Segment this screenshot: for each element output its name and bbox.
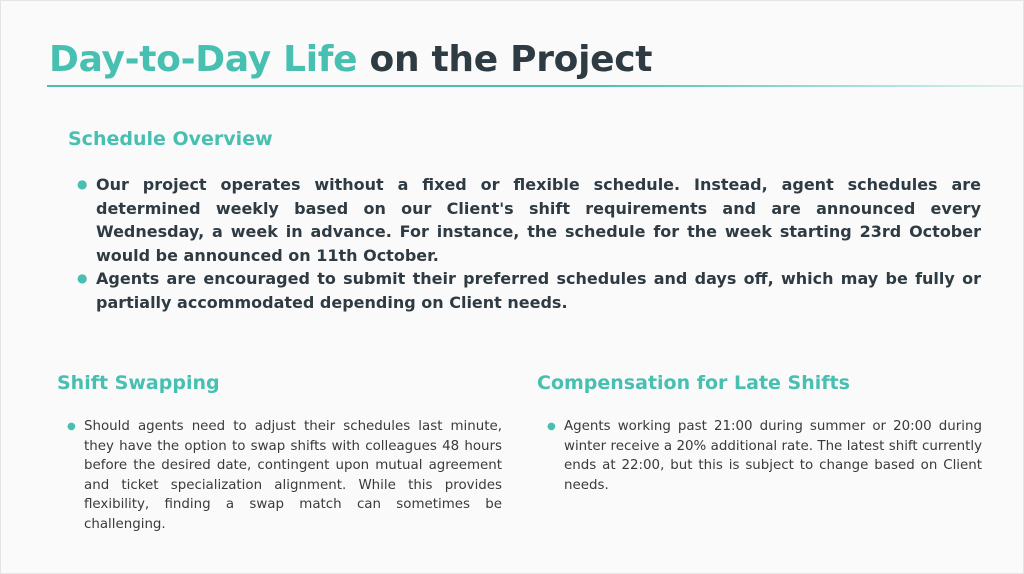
- bullet-icon: ●: [547, 421, 556, 432]
- bullet-icon: ●: [67, 421, 76, 432]
- list-item: [77, 173, 981, 267]
- shift-swapping-list: [67, 417, 502, 535]
- late-shift-compensation-heading: Compensation for Late Shifts: [537, 372, 850, 394]
- shift-swapping-heading: Shift Swapping: [57, 372, 220, 394]
- list-item: [547, 417, 982, 495]
- schedule-overview-heading: Schedule Overview: [68, 128, 273, 150]
- title-accent: Day-to-Day Life: [49, 39, 358, 80]
- title-underline: [47, 85, 1023, 87]
- list-item-text: Our project operates without a fixed or flexible schedule. Instead, agent schedules are determined weekly based on our Client's shift requirements and are announced every Wednesday, a week in advance. For instance, the schedule for the week starting 23rd October would be announced on 11th October.: [96, 175, 981, 265]
- list-item-text: Agents working past 21:00 during summer or 20:00 during winter receive a 20% additional rate. The latest shift currently ends at 22:00, but this is subject to change based on Client needs.: [564, 419, 982, 493]
- bullet-icon: ●: [77, 271, 88, 285]
- page-title: [49, 39, 652, 80]
- late-shift-compensation-list: [547, 417, 982, 495]
- title-rest: on the Project: [357, 39, 653, 80]
- list-item: [77, 267, 981, 314]
- list-item-text: Agents are encouraged to submit their preferred schedules and days off, which may be fully or partially accommodated depending on Client needs.: [96, 269, 981, 312]
- list-item: [67, 417, 502, 535]
- list-item-text: Should agents need to adjust their schedules last minute, they have the option to swap shifts with colleagues 48 hours before the desired date, contingent upon mutual agreement and ticket specialization alignment. While this provides flexibility, finding a swap match can sometimes be challenging.: [84, 419, 502, 532]
- schedule-overview-list: [77, 173, 981, 314]
- bullet-icon: ●: [77, 177, 88, 191]
